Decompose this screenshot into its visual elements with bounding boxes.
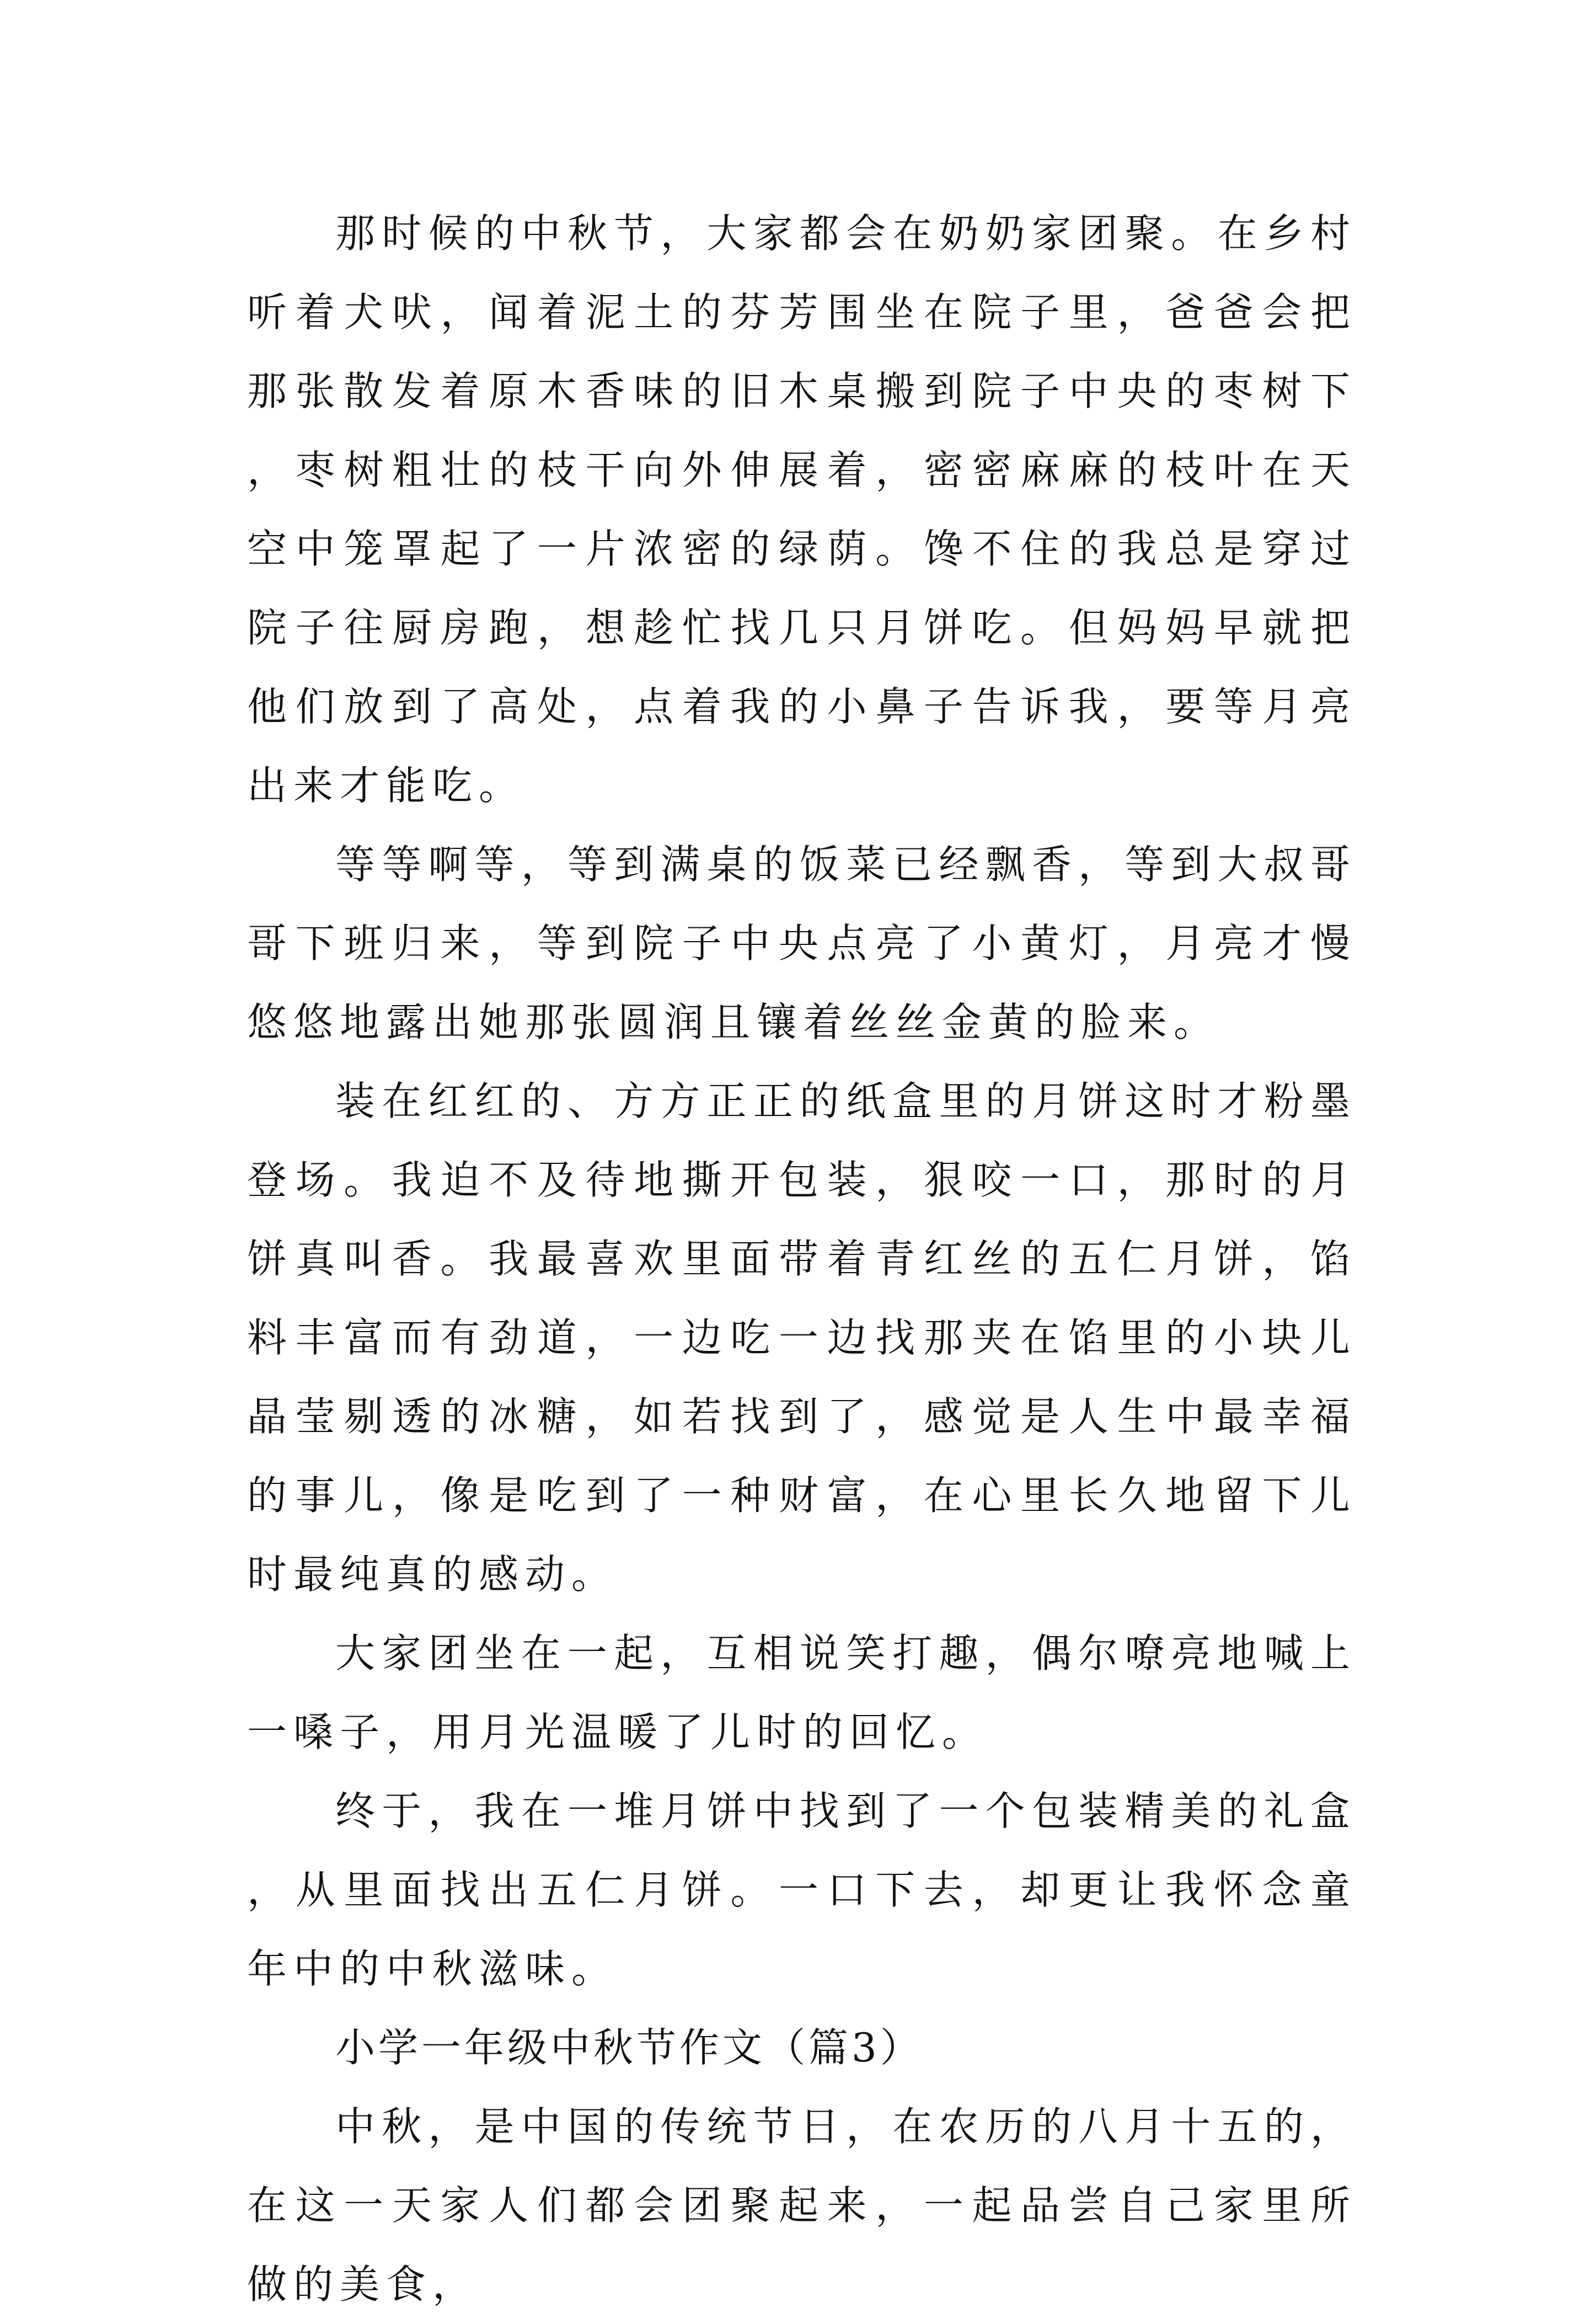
- paragraph-gift-box: 终于，我在一堆月饼中找到了一个包装精美的礼盒，从里面找出五仁月饼。一口下去，却更让我怀念童年中的中秋滋味。: [247, 1788, 1357, 1992]
- section-heading: 小学一年级中秋节作文（篇3）: [335, 2024, 923, 2071]
- paragraph-mid-autumn-intro: 中秋，是中国的传统节日，在农历的八月十五的，在这一天家人们都会团聚起来，一起品尝自己家里所做的美食，: [247, 2103, 1357, 2307]
- paragraph-mooncake: 装在红红的、方方正正的纸盒里的月饼这时才粉墨登场。我迫不及待地撕开包装，狠咬一口，那时的月饼真叫香。我最喜欢里面带着青红丝的五仁月饼，馅料丰富而有劲道，一边吃一边找那夹在馅里的小块儿晶莹剔透的冰糖，如若找到了，感觉是人生中最幸福的事儿，像是吃到了一种财富，在心里长久地留下儿时最纯真的感动。: [247, 1078, 1357, 1598]
- paragraph-family-laughter: 大家团坐在一起，互相说笑打趣，偶尔嘹亮地喊上一嗓子，用月光温暖了儿时的回忆。: [247, 1630, 1357, 1755]
- document-body: [247, 194, 1357, 2324]
- paragraph-gathering: 那时候的中秋节，大家都会在奶奶家团聚。在乡村听着犬吠，闻着泥土的芬芳围坐在院子里，爸爸会把那张散发着原木香味的旧木桌搬到院子中央的枣树下，枣树粗壮的枝干向外伸展着，密密麻麻的枝叶在天空中笼罩起了一片浓密的绿荫。馋不住的我总是穿过院子往厨房跑，想趁忙找几只月饼吃。但妈妈早就把他们放到了高处，点着我的小鼻子告诉我，要等月亮出来才能吃。: [247, 210, 1357, 809]
- paragraph-waiting-moon: 等等啊等，等到满桌的饭菜已经飘香，等到大叔哥哥下班归来，等到院子中央点亮了小黄灯，月亮才慢悠悠地露出她那张圆润且镶着丝丝金黄的脸来。: [247, 841, 1357, 1045]
